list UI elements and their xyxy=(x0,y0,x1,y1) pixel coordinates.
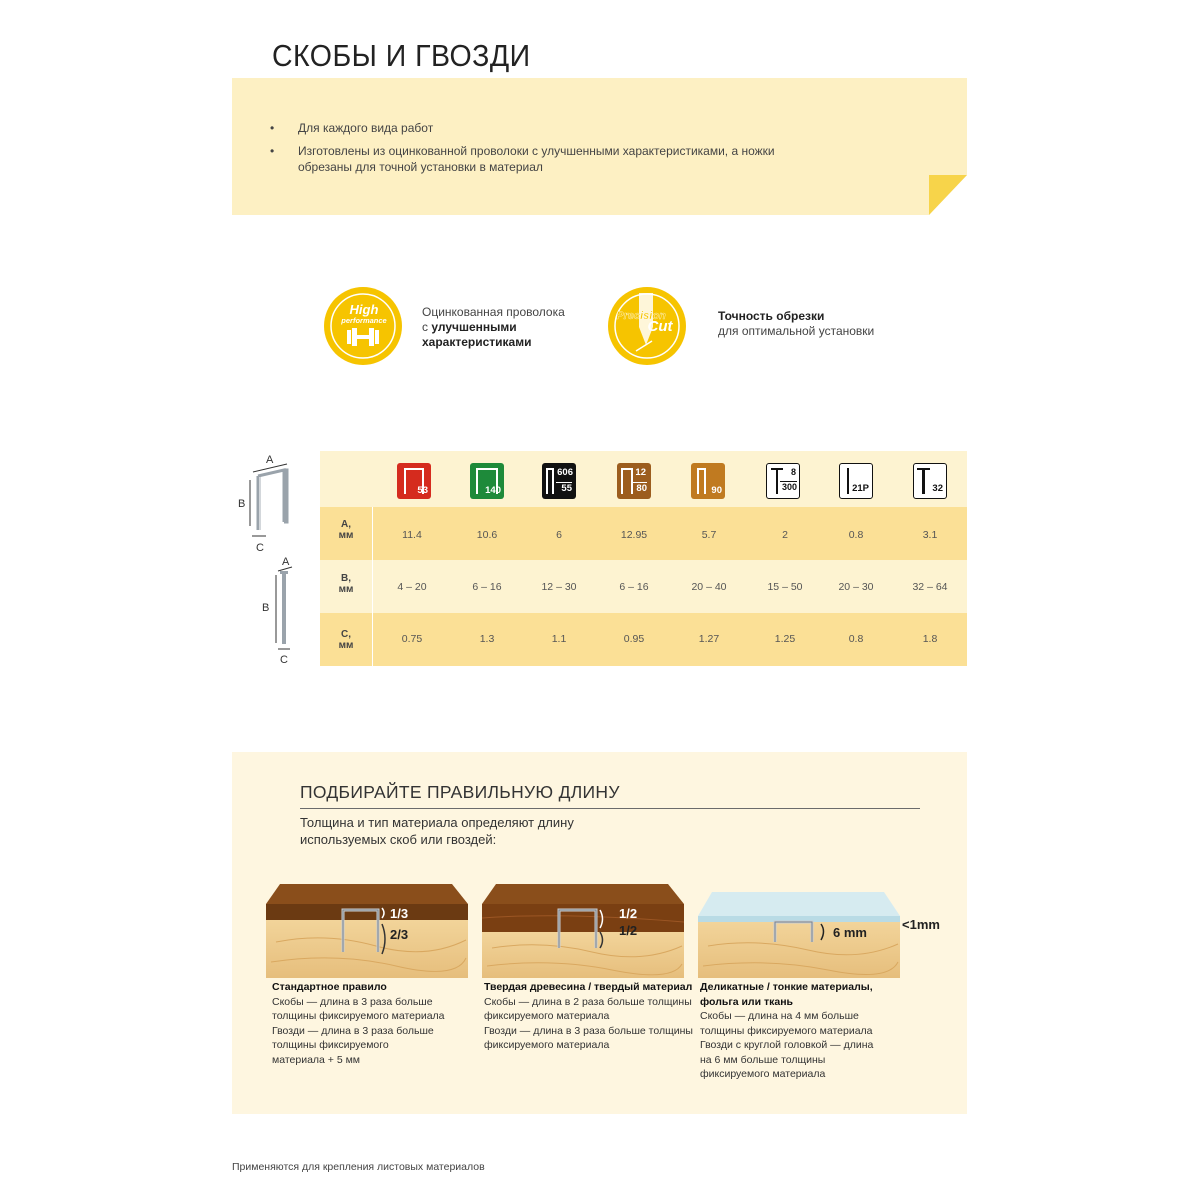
feature-text-2: Точность обрезки для оптимальной установки xyxy=(718,309,875,338)
svg-text:B: B xyxy=(238,498,246,510)
table-cell: 0.8 xyxy=(848,529,864,541)
staple-dimension-diagram xyxy=(236,450,298,554)
svg-text:1/3: 1/3 xyxy=(390,906,409,921)
code-8-300-icon: 8 300 xyxy=(766,463,800,499)
table-cell: 5.7 xyxy=(701,529,717,541)
code-606-icon: 606 55 xyxy=(542,463,576,499)
svg-text:2/3: 2/3 xyxy=(390,927,409,942)
delicate-material-description: Деликатные / тонкие материалы, фольга или ткань Скобы — длина на 4 мм больше толщины фиксируемого материала Гвозди с круглой головкой — длина на 6 мм больше толщины фиксируемого материала xyxy=(700,981,874,1080)
table-cell: 6 – 16 xyxy=(472,581,502,593)
svg-text:1/2: 1/2 xyxy=(619,923,638,938)
code-12-80-icon: 12 80 xyxy=(617,463,651,499)
divider xyxy=(300,808,920,809)
table-cell: 1.1 xyxy=(551,633,567,645)
section-subtitle: Толщина и тип материала определяют длину используемых скоб или гвоздей: xyxy=(300,815,574,847)
intro-box xyxy=(232,78,967,215)
page-curl-icon xyxy=(929,175,967,215)
table-cell: 0.75 xyxy=(401,633,423,645)
code-140-icon: 140 xyxy=(470,463,504,499)
nail-dimension-diagram xyxy=(256,553,300,667)
section-title: ПОДБИРАЙТЕ ПРАВИЛЬНУЮ ДЛИНУ xyxy=(300,782,620,802)
dumbbell-icon xyxy=(324,287,402,365)
table-cell: 15 – 50 xyxy=(767,581,803,593)
precision-cut-badge xyxy=(608,287,686,365)
table-cell: 32 – 64 xyxy=(912,581,948,593)
table-cell: 4 – 20 xyxy=(397,581,427,593)
table-cell: 0.8 xyxy=(848,633,864,645)
code-21p-icon: 21P xyxy=(839,463,873,499)
table-cell: 6 xyxy=(556,529,562,541)
delicate-material-illustration xyxy=(698,890,958,980)
svg-text:1/2: 1/2 xyxy=(619,906,638,921)
table-cell: 1.8 xyxy=(922,633,938,645)
svg-text:Cut: Cut xyxy=(647,318,673,335)
table-cell: 10.6 xyxy=(476,529,498,541)
svg-text:C: C xyxy=(280,654,288,666)
code-90-icon: 90 xyxy=(691,463,725,499)
table-cell: 12.95 xyxy=(620,529,648,541)
svg-text:<1mm: <1mm xyxy=(902,917,940,932)
feature-text-1: Оцинкованная проволока с улучшенными характеристиками xyxy=(422,305,565,349)
svg-text:A: A xyxy=(266,454,274,466)
intro-bullets xyxy=(268,120,828,182)
table-cell: 2 xyxy=(782,529,788,541)
table-cell: 12 – 30 xyxy=(541,581,577,593)
standard-rule-description: Стандартное правило Скобы — длина в 3 раза больше толщины фиксируемого материала Гвозди — длина в 3 раза больше толщины фиксируемого материала + 5 мм xyxy=(272,981,445,1066)
code-32-icon: 32 xyxy=(913,463,947,499)
page-title: СКОБЫ И ГВОЗДИ xyxy=(272,38,531,73)
length-guide-section xyxy=(232,752,967,1114)
standard-rule-illustration xyxy=(266,882,472,980)
svg-text:6 mm: 6 mm xyxy=(833,925,867,940)
table-cell: 20 – 40 xyxy=(691,581,727,593)
cutter-icon xyxy=(608,287,686,365)
table-divider xyxy=(372,507,373,666)
hardwood-illustration xyxy=(482,882,688,980)
table-cell: 1.25 xyxy=(774,633,796,645)
row-label-a: A, мм xyxy=(338,519,354,541)
row-label-c: C, мм xyxy=(338,629,354,651)
svg-text:Precision: Precision xyxy=(616,310,666,322)
svg-text:performance: performance xyxy=(341,316,387,325)
table-cell: 0.95 xyxy=(623,633,645,645)
table-cell: 11.4 xyxy=(402,529,422,541)
hardwood-description: Твердая древесина / твердый материал Скобы — длина в 2 раза больше толщины фиксируемого материала Гвозди — длина в 3 раза больше толщины фиксируемого материала xyxy=(484,981,693,1051)
svg-text:High: High xyxy=(349,302,379,317)
table-cell: 1.3 xyxy=(479,633,495,645)
table-cell: 20 – 30 xyxy=(838,581,874,593)
svg-text:C: C xyxy=(256,542,264,554)
specs-table xyxy=(320,451,967,666)
row-label-b: B, мм xyxy=(338,573,354,595)
footer-note: Применяются для крепления листовых материалов xyxy=(232,1161,485,1173)
bullet-item: • Для каждого вида работ xyxy=(268,120,828,136)
bullet-item: • Изготовлены из оцинкованной проволоки с улучшенными характеристиками, а ножки обрезаны для точной установки в материал xyxy=(268,143,828,175)
high-performance-badge xyxy=(324,287,402,365)
code-53-icon: 53 xyxy=(397,463,431,499)
table-cell: 1.27 xyxy=(698,633,720,645)
svg-text:B: B xyxy=(262,602,270,614)
table-cell: 6 – 16 xyxy=(619,581,649,593)
table-cell: 3.1 xyxy=(922,529,938,541)
svg-text:A: A xyxy=(282,556,290,568)
